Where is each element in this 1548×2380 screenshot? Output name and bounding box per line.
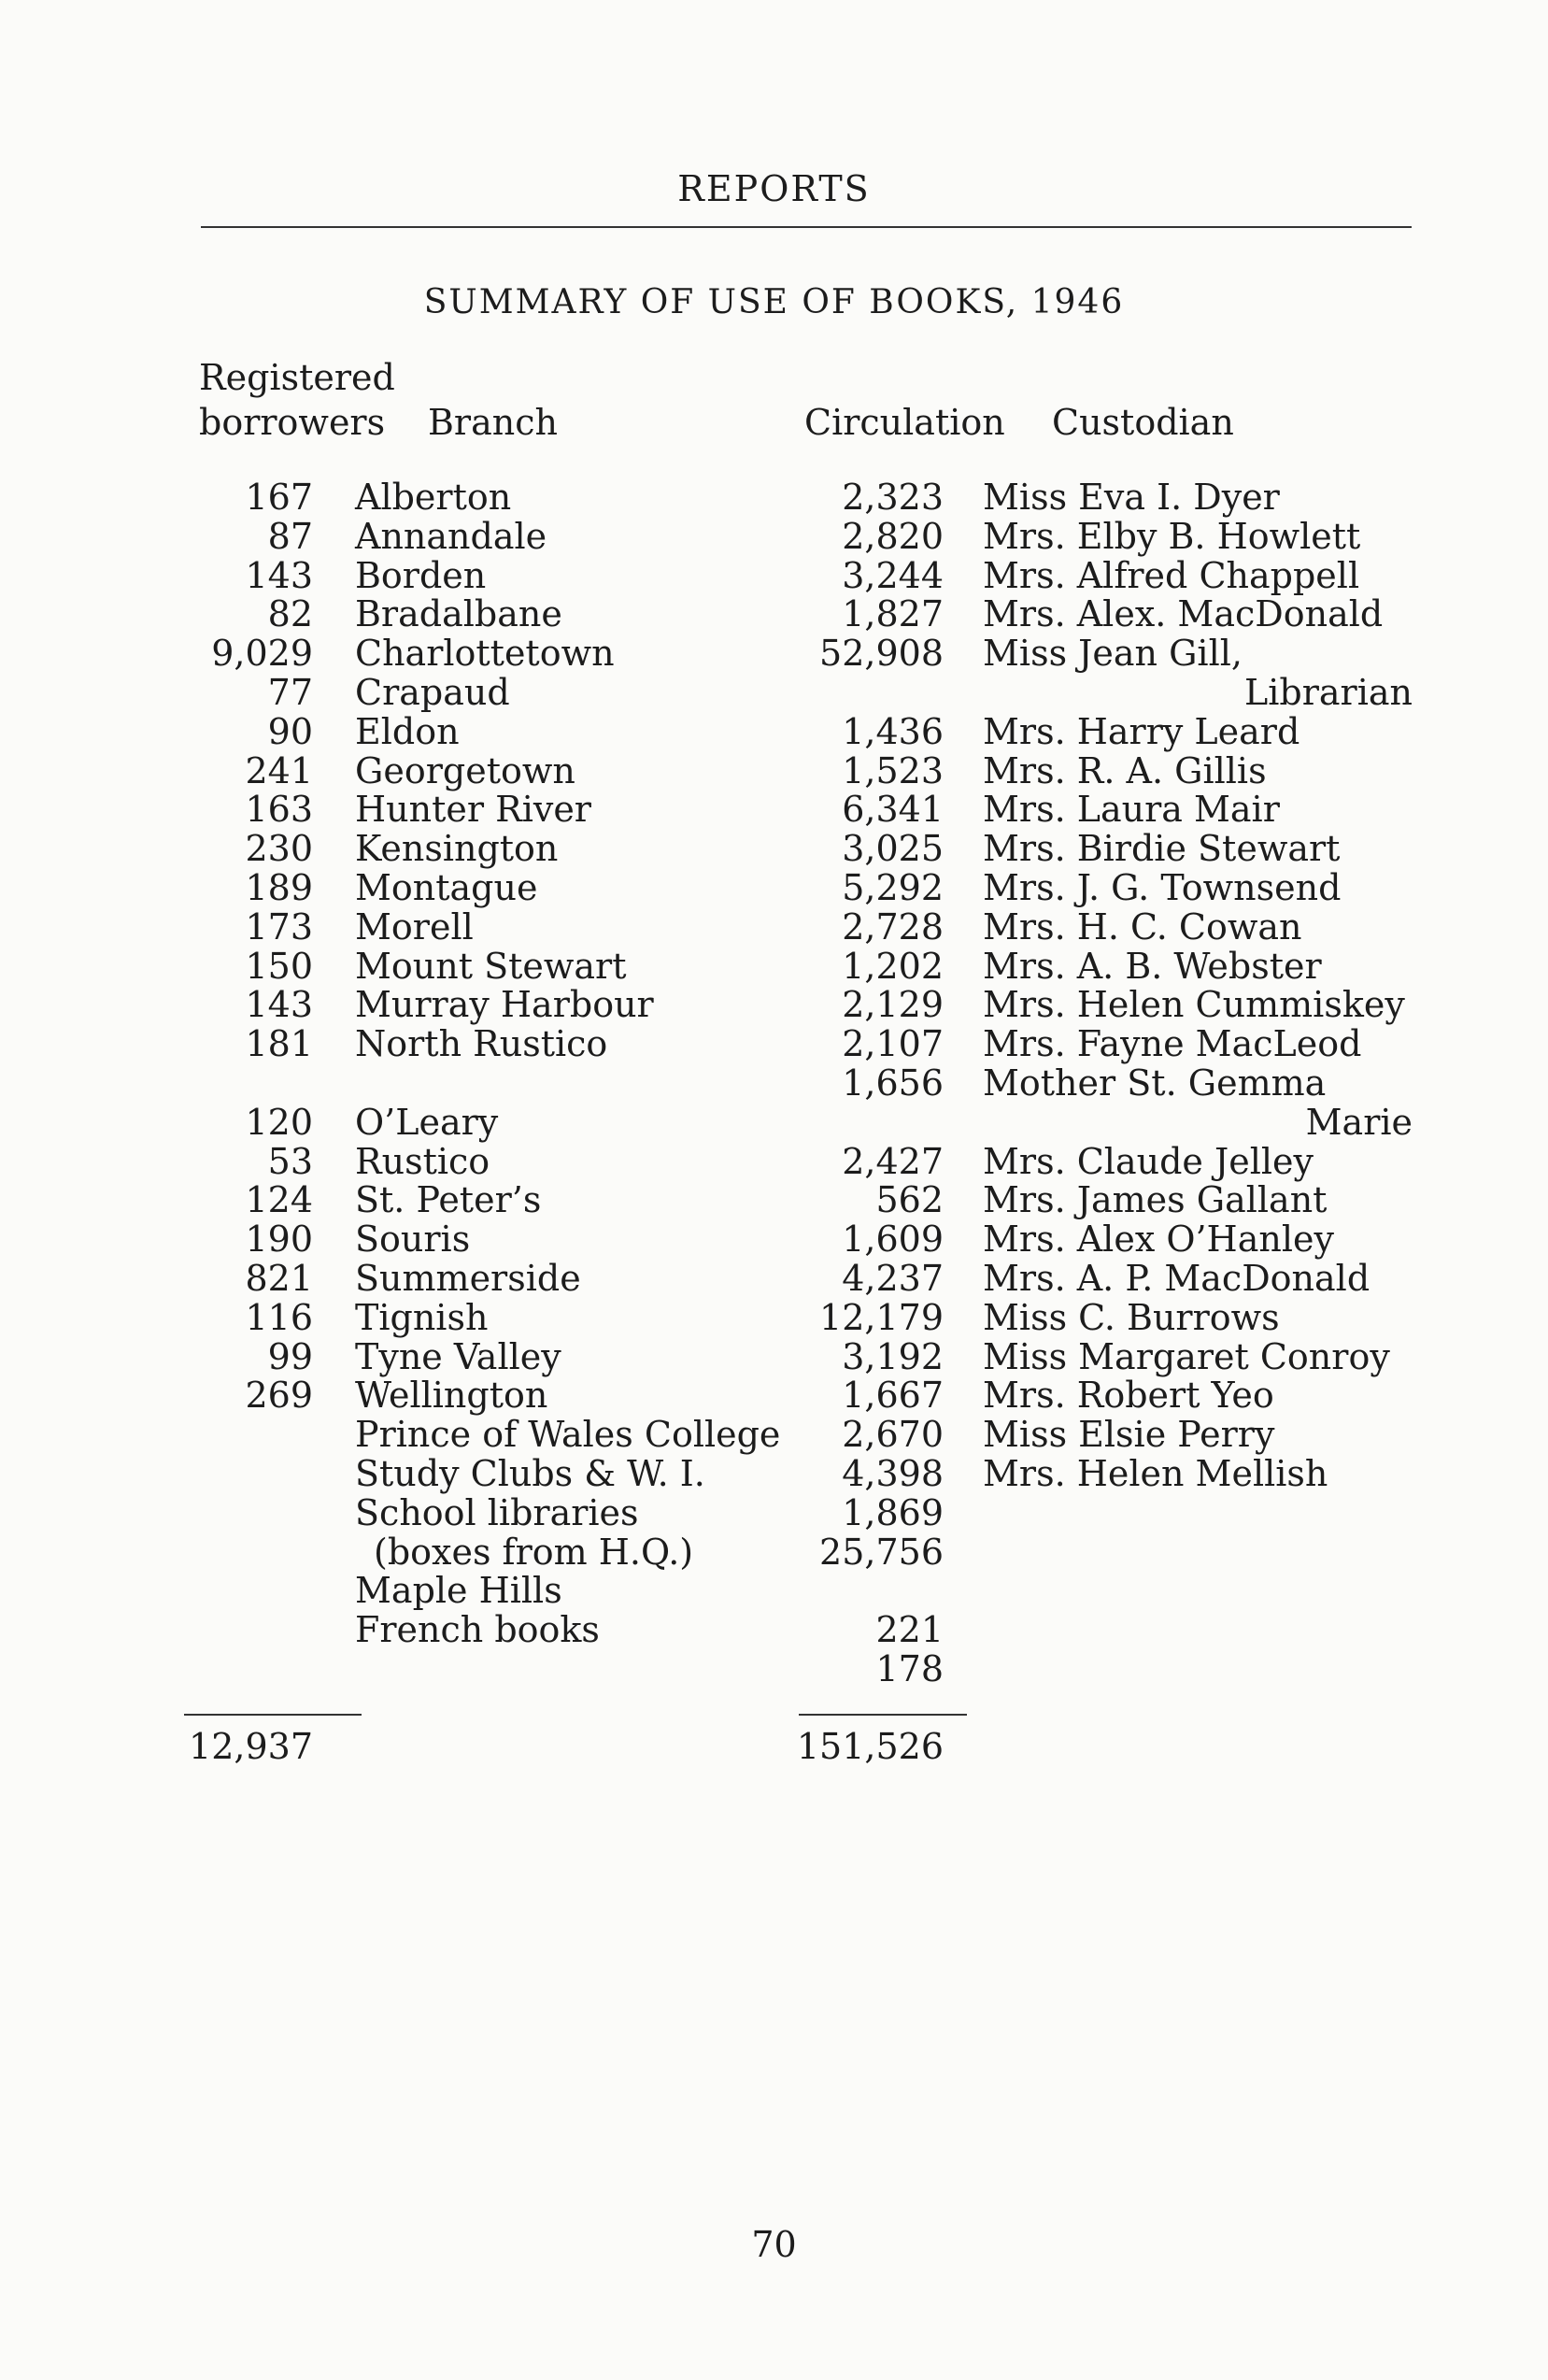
- custodian-cell: Mrs. Birdie Stewart: [983, 828, 1341, 870]
- branch-cell: Montague: [355, 866, 538, 908]
- circulation-cell: 25,756: [819, 1531, 944, 1573]
- table-row: [0, 791, 1548, 830]
- branch-cell: Bradalbane: [355, 593, 562, 635]
- registered-borrowers-cell: 99: [267, 1335, 313, 1377]
- circulation-cell: 1,869: [842, 1491, 944, 1533]
- branch-cell: School libraries: [355, 1491, 639, 1533]
- circulation-cell: 3,192: [842, 1335, 944, 1377]
- custodian-cell: Mrs. Claude Jelley: [983, 1140, 1314, 1182]
- table-row: [0, 1257, 1548, 1299]
- table-row: [0, 1025, 1548, 1064]
- table-row: [0, 1572, 1548, 1611]
- circulation-cell: 1,667: [842, 1375, 944, 1417]
- col-head-circulation: Circulation: [804, 402, 1005, 443]
- table-row: [0, 830, 1548, 869]
- branch-cell: Hunter River: [355, 789, 591, 831]
- registered-borrowers-cell: 173: [245, 905, 313, 948]
- branch-cell: Prince of Wales College: [355, 1414, 781, 1456]
- table-row: [0, 554, 1548, 596]
- registered-borrowers-cell: 167: [245, 477, 313, 518]
- summary-table: [0, 478, 1548, 1689]
- circulation-cell: 6,341: [842, 789, 944, 831]
- circulation-cell: 2,427: [842, 1140, 944, 1182]
- custodian-cell: Miss Jean Gill,: [983, 633, 1243, 675]
- branch-cell: O’Leary: [355, 1101, 499, 1143]
- circulation-total-rule: [799, 1714, 967, 1716]
- registered-borrowers-cell: 53: [267, 1140, 313, 1182]
- table-row: [0, 1376, 1548, 1416]
- table-row: [0, 634, 1548, 674]
- col-head-branch: Branch: [428, 402, 558, 443]
- branch-cell: Tignish: [355, 1296, 489, 1338]
- table-row: [0, 1220, 1548, 1260]
- table-row: [0, 1533, 1548, 1573]
- circulation-cell: 2,728: [842, 905, 944, 948]
- borrowers-total-rule: [184, 1714, 362, 1716]
- custodian-cell: Mrs. Alex. MacDonald: [983, 593, 1384, 635]
- col-head-custodian: Custodian: [1052, 402, 1234, 443]
- circulation-cell: 3,025: [842, 828, 944, 870]
- table-row: [0, 749, 1548, 791]
- borrowers-total: 12,937: [189, 1726, 313, 1767]
- circulation-cell: 2,129: [842, 984, 944, 1026]
- registered-borrowers-cell: 150: [245, 945, 313, 987]
- col-head-borrowers-line2: borrowers: [199, 402, 386, 443]
- circulation-cell: 1,827: [842, 593, 944, 635]
- custodian-cell: Mrs. James Gallant: [983, 1179, 1328, 1221]
- branch-cell: Tyne Valley: [355, 1335, 561, 1377]
- circulation-cell: 1,202: [842, 945, 944, 987]
- registered-borrowers-cell: 230: [245, 828, 313, 870]
- table-row: [0, 595, 1548, 634]
- custodian-cell: Miss C. Burrows: [983, 1296, 1280, 1338]
- branch-cell: Charlottetown: [355, 633, 615, 675]
- circulation-cell: 2,107: [842, 1023, 944, 1065]
- branch-cell: Georgetown: [355, 749, 575, 791]
- branch-cell: Wellington: [355, 1375, 548, 1417]
- branch-cell: St. Peter’s: [355, 1179, 542, 1221]
- registered-borrowers-cell: 77: [267, 671, 313, 713]
- custodian-cell: Mrs. Helen Mellish: [983, 1452, 1328, 1494]
- table-row: [0, 945, 1548, 987]
- custodian-cell: Miss Eva I. Dyer: [983, 477, 1280, 518]
- custodian-cell: Mrs. Alfred Chappell: [983, 554, 1360, 596]
- circulation-cell: 1,436: [842, 710, 944, 752]
- custodian-cell: Mother St. Gemma: [983, 1062, 1327, 1104]
- page-number: 70: [751, 2224, 797, 2265]
- circulation-cell: 1,523: [842, 749, 944, 791]
- branch-cell: French books: [355, 1609, 600, 1651]
- custodian-cell: Mrs. Fayne MacLeod: [983, 1023, 1362, 1065]
- table-row: [0, 866, 1548, 908]
- custodian-cell: Mrs. A. P. MacDonald: [983, 1257, 1370, 1299]
- registered-borrowers-cell: 143: [245, 984, 313, 1026]
- header-rule: [201, 226, 1412, 228]
- registered-borrowers-cell: 241: [245, 749, 313, 791]
- registered-borrowers-cell: 821: [245, 1257, 313, 1299]
- branch-cell: North Rustico: [355, 1023, 608, 1065]
- custodian-cell: Miss Margaret Conroy: [983, 1335, 1390, 1377]
- table-row: [0, 905, 1548, 948]
- table-row: [0, 1647, 1548, 1689]
- registered-borrowers-cell: 163: [245, 789, 313, 831]
- branch-cell: Alberton: [355, 477, 512, 518]
- circulation-cell: 4,398: [842, 1452, 944, 1494]
- col-head-borrowers-line1: Registered: [199, 357, 395, 398]
- table-row: [0, 710, 1548, 752]
- circulation-cell: 562: [875, 1179, 944, 1221]
- custodian-cell: Mrs. A. B. Webster: [983, 945, 1322, 987]
- table-row: [0, 515, 1548, 557]
- branch-cell: Annandale: [355, 515, 547, 557]
- custodian-cell: Mrs. R. A. Gillis: [983, 749, 1267, 791]
- circulation-cell: 221: [875, 1609, 944, 1651]
- custodian-cell: Mrs. Robert Yeo: [983, 1375, 1274, 1417]
- circulation-cell: 1,609: [842, 1219, 944, 1261]
- table-row: [0, 1491, 1548, 1533]
- custodian-cell: Mrs. J. G. Townsend: [983, 866, 1342, 908]
- registered-borrowers-cell: 189: [245, 866, 313, 908]
- circulation-cell: 1,656: [842, 1062, 944, 1104]
- registered-borrowers-cell: 82: [267, 593, 313, 635]
- circulation-cell: 4,237: [842, 1257, 944, 1299]
- page-header: REPORTS: [677, 168, 871, 209]
- circulation-cell: 2,820: [842, 515, 944, 557]
- circulation-cell: 12,179: [819, 1296, 944, 1338]
- registered-borrowers-cell: 269: [245, 1375, 313, 1417]
- branch-cell: Mount Stewart: [355, 945, 627, 987]
- branch-cell: Maple Hills: [355, 1570, 562, 1612]
- circulation-cell: 5,292: [842, 866, 944, 908]
- registered-borrowers-cell: 124: [245, 1179, 313, 1221]
- branch-cell: Borden: [355, 554, 487, 596]
- custodian-cell: Mrs. Helen Cummiskey: [983, 984, 1405, 1026]
- table-row: [0, 1611, 1548, 1650]
- branch-cell: Kensington: [355, 828, 559, 870]
- branch-cell: Summerside: [355, 1257, 581, 1299]
- table-row: [0, 1452, 1548, 1494]
- table-row: [0, 671, 1548, 713]
- circulation-total: 151,526: [796, 1726, 944, 1767]
- custodian-cell: Mrs. Laura Mair: [983, 789, 1280, 831]
- table-row: [0, 1416, 1548, 1455]
- registered-borrowers-cell: 9,029: [211, 633, 313, 675]
- custodian-cell: Miss Elsie Perry: [983, 1414, 1275, 1456]
- table-row: [0, 1296, 1548, 1338]
- branch-cell: Crapaud: [355, 671, 510, 713]
- registered-borrowers-cell: 116: [245, 1296, 313, 1338]
- circulation-cell: 2,670: [842, 1414, 944, 1456]
- circulation-cell: 2,323: [842, 477, 944, 518]
- registered-borrowers-cell: 190: [245, 1219, 313, 1261]
- table-row: [0, 1101, 1548, 1143]
- table-row: [0, 1335, 1548, 1377]
- custodian-cell: Mrs. H. C. Cowan: [983, 905, 1302, 948]
- custodian-cell: Mrs. Alex O’Hanley: [983, 1219, 1334, 1261]
- summary-title: SUMMARY OF USE OF BOOKS, 1946: [423, 283, 1125, 321]
- custodian-cell: Librarian: [1244, 671, 1413, 713]
- custodian-cell: Mrs. Elby B. Howlett: [983, 515, 1361, 557]
- custodian-cell: Marie: [1305, 1101, 1413, 1143]
- registered-borrowers-cell: 87: [267, 515, 313, 557]
- table-row: [0, 1181, 1548, 1220]
- branch-cell: Murray Harbour: [355, 984, 654, 1026]
- branch-cell: Morell: [355, 905, 474, 948]
- branch-cell: Rustico: [355, 1140, 490, 1182]
- branch-cell: Eldon: [355, 710, 460, 752]
- table-row: [0, 478, 1548, 518]
- branch-cell: Souris: [355, 1219, 471, 1261]
- circulation-cell: 52,908: [819, 633, 944, 675]
- branch-cell: (boxes from H.Q.): [374, 1531, 694, 1573]
- branch-cell: Study Clubs & W. I.: [355, 1452, 705, 1494]
- table-row: [0, 1064, 1548, 1104]
- table-row: [0, 986, 1548, 1025]
- table-row: [0, 1140, 1548, 1182]
- registered-borrowers-cell: 143: [245, 554, 313, 596]
- circulation-cell: 178: [875, 1647, 944, 1689]
- registered-borrowers-cell: 120: [245, 1101, 313, 1143]
- custodian-cell: Mrs. Harry Leard: [983, 710, 1300, 752]
- registered-borrowers-cell: 90: [267, 710, 313, 752]
- registered-borrowers-cell: 181: [245, 1023, 313, 1065]
- circulation-cell: 3,244: [842, 554, 944, 596]
